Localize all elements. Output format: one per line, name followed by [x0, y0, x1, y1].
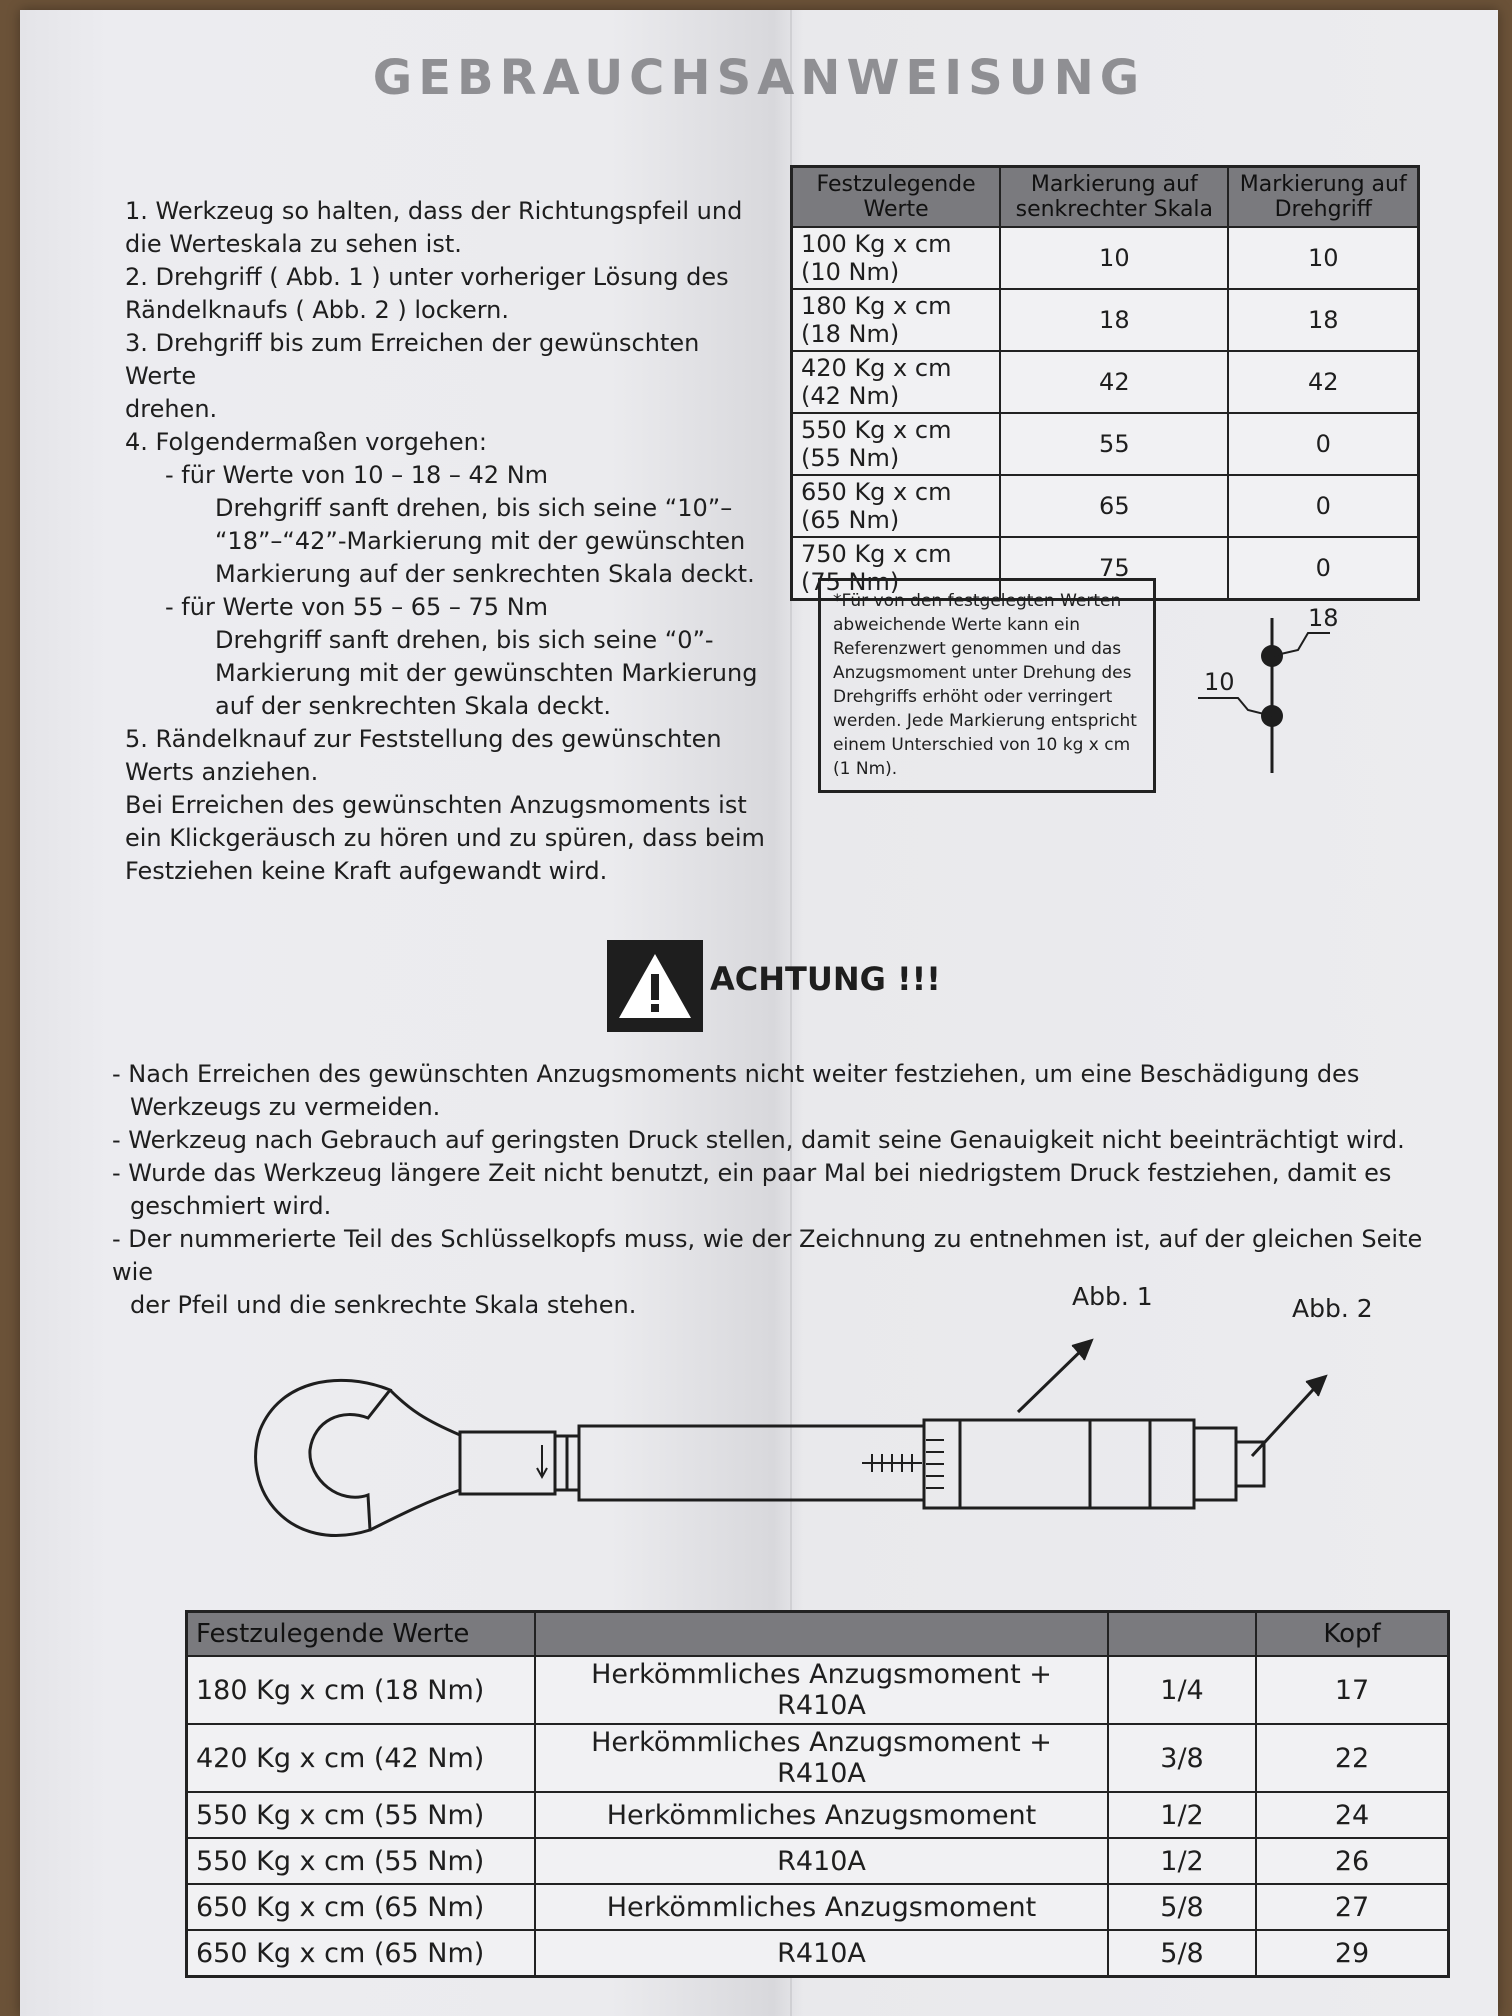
table-cell: R410A [535, 1930, 1108, 1977]
header-cell: Kopf [1256, 1612, 1449, 1657]
warning-icon [607, 940, 703, 1032]
instruction-line: 3. Drehgriff bis zum Erreichen der gewünschten Werte [125, 329, 700, 390]
table-cell: 42 [1228, 351, 1418, 413]
instruction-line: - für Werte von 10 – 18 – 42 Nm [165, 461, 549, 489]
table-cell: 0 [1228, 475, 1418, 537]
table-header-row [187, 1612, 1449, 1657]
bullet-line: - Nach Erreichen des gewünschten Anzugsmoments nicht weiter festziehen, um eine Beschädigung des [112, 1060, 1360, 1088]
instruction-line: ein Klickgeräusch zu hören und zu spüren, dass beim [125, 824, 765, 852]
bullet-line: Werkzeugs zu vermeiden. [130, 1093, 441, 1121]
instruction-line: drehen. [125, 395, 218, 423]
instruction-line: auf der senkrechten Skala deckt. [215, 692, 611, 720]
arrow-abb1 [1018, 1344, 1088, 1412]
header-cell [1108, 1612, 1256, 1657]
table-cell: R410A [535, 1838, 1108, 1884]
table-row [792, 475, 1419, 537]
wrench-handle [924, 1420, 1194, 1508]
header-cell: Markierung auf Drehgriff [1228, 167, 1418, 228]
bullet-line: - Der nummerierte Teil des Schlüsselkopfs muss, wie der Zeichnung zu entnehmen ist, auf der gleichen Seite wie [112, 1225, 1423, 1286]
table-cell: 180 Kg x cm (18 Nm) [187, 1656, 536, 1724]
table-row [187, 1724, 1449, 1792]
instruction-line: die Werteskala zu sehen ist. [125, 230, 462, 258]
table-cell: 750 Kg x cm (75 Nm) [792, 537, 1001, 600]
table-cell: 17 [1256, 1656, 1449, 1724]
instruction-line: - für Werte von 55 – 65 – 75 Nm [165, 593, 549, 621]
table-cell: 0 [1228, 537, 1418, 600]
scale-label-18: 18 [1308, 604, 1339, 632]
bullet-line: - Wurde das Werkzeug längere Zeit nicht benutzt, ein paar Mal bei niedrigstem Druck festziehen, damit es [112, 1159, 1392, 1187]
instruction-line: Drehgriff sanft drehen, bis sich seine “0”- [215, 626, 714, 654]
table-cell: Herkömmliches Anzugsmoment [535, 1792, 1108, 1838]
instruction-line: 2. Drehgriff ( Abb. 1 ) unter vorheriger Lösung des [125, 263, 729, 291]
header-cell [535, 1612, 1108, 1657]
table-cell: 18 [1000, 289, 1228, 351]
table-cell: Herkömmliches Anzugsmoment + R410A [535, 1724, 1108, 1792]
instructions-block [125, 195, 775, 888]
table-cell: 180 Kg x cm (18 Nm) [792, 289, 1001, 351]
figure-label-abb2: Abb. 2 [1292, 1294, 1373, 1323]
wrench-neck [370, 1390, 460, 1530]
instruction-line: 4. Folgendermaßen vorgehen: [125, 428, 487, 456]
table-row [792, 351, 1419, 413]
table-cell: 24 [1256, 1792, 1449, 1838]
table-cell: 5/8 [1108, 1930, 1256, 1977]
arrow-abb2 [1252, 1380, 1322, 1456]
table-cell: 550 Kg x cm (55 Nm) [187, 1838, 536, 1884]
wrench-knob [1194, 1428, 1236, 1500]
table-cell: 55 [1000, 413, 1228, 475]
table-header-row [792, 167, 1419, 228]
leader-line-bottom [1198, 698, 1272, 716]
instruction-line: 5. Rändelknauf zur Feststellung des gewünschten [125, 725, 722, 753]
instruction-line: Markierung auf der senkrechten Skala deckt. [215, 560, 755, 588]
instruction-line: Rändelknaufs ( Abb. 2 ) lockern. [125, 296, 510, 324]
table-row [187, 1884, 1449, 1930]
table-cell: 10 [1000, 227, 1228, 289]
table-cell: 3/8 [1108, 1724, 1256, 1792]
table-cell: 1/4 [1108, 1656, 1256, 1724]
wrench-ring [567, 1436, 579, 1490]
table-cell: 550 Kg x cm (55 Nm) [187, 1792, 536, 1838]
table-cell: Herkömmliches Anzugsmoment [535, 1884, 1108, 1930]
table-row [187, 1656, 1449, 1724]
page-title: GEBRAUCHSANWEISUNG [372, 50, 1146, 106]
table-cell: 0 [1228, 413, 1418, 475]
table-row [187, 1792, 1449, 1838]
table-cell: 1/2 [1108, 1792, 1256, 1838]
instruction-line: Bei Erreichen des gewünschten Anzugsmoments ist [125, 791, 747, 819]
warning-bullets [112, 1058, 1452, 1322]
header-cell: Festzulegende Werte [792, 167, 1001, 228]
instruction-line: Drehgriff sanft drehen, bis sich seine “10”– [215, 494, 733, 522]
head-size-table [185, 1610, 1450, 1978]
table-row [792, 413, 1419, 475]
torque-wrench-drawing [250, 1310, 1350, 1610]
bullet-line: der Pfeil und die senkrechte Skala stehen. [130, 1291, 637, 1319]
warning-heading: ACHTUNG !!! [710, 960, 941, 998]
table-cell: 650 Kg x cm (65 Nm) [187, 1930, 536, 1977]
table-cell: 29 [1256, 1930, 1449, 1977]
instruction-line: Festziehen keine Kraft aufgewandt wird. [125, 857, 608, 885]
scale-label-10: 10 [1204, 668, 1235, 696]
figure-label-abb1: Abb. 1 [1072, 1282, 1153, 1311]
header-cell: Festzulegende Werte [187, 1612, 536, 1657]
bullet-line: - Werkzeug nach Gebrauch auf geringsten Druck stellen, damit seine Genauigkeit nicht beeinträchtigt wird. [112, 1126, 1405, 1154]
scale-diagram [1190, 598, 1350, 778]
wrench-head [256, 1380, 390, 1535]
table-cell: 550 Kg x cm (55 Nm) [792, 413, 1001, 475]
instruction-line: “18”–“42”-Markierung mit der gewünschten [215, 527, 746, 555]
wrench-collar [460, 1432, 555, 1494]
table-cell: 5/8 [1108, 1884, 1256, 1930]
table-row [187, 1838, 1449, 1884]
table-row [187, 1930, 1449, 1977]
table-cell: 65 [1000, 475, 1228, 537]
table-cell: 26 [1256, 1838, 1449, 1884]
header-cell: Markierung auf senkrechter Skala [1000, 167, 1228, 228]
table-cell: 650 Kg x cm (65 Nm) [792, 475, 1001, 537]
table-cell: 75 [1000, 537, 1228, 600]
table-row [792, 289, 1419, 351]
table-cell: 27 [1256, 1884, 1449, 1930]
table-cell: 420 Kg x cm (42 Nm) [792, 351, 1001, 413]
instruction-line: Werts anziehen. [125, 758, 319, 786]
table-cell: 650 Kg x cm (65 Nm) [187, 1884, 536, 1930]
table-cell: 10 [1228, 227, 1418, 289]
bullet-line: geschmiert wird. [130, 1192, 332, 1220]
table-cell: 18 [1228, 289, 1418, 351]
table-cell: 1/2 [1108, 1838, 1256, 1884]
table-cell: 100 Kg x cm (10 Nm) [792, 227, 1001, 289]
wrench-ring [555, 1436, 567, 1490]
table-cell: 22 [1256, 1724, 1449, 1792]
table-cell: 420 Kg x cm (42 Nm) [187, 1724, 536, 1792]
instruction-sheet [20, 10, 1498, 2016]
table-cell: Herkömmliches Anzugsmoment + R410A [535, 1656, 1108, 1724]
table-cell: 42 [1000, 351, 1228, 413]
reference-note: *Für von den festgelegten Werten abweichende Werte kann ein Referenzwert genommen und das Anzugsmoment unter Drehung des Drehgriffs erhöht oder verringert werden. Jede Markierung entspricht einem Unterschied von 10 kg x cm (1 Nm). [818, 578, 1156, 793]
instruction-line: 1. Werkzeug so halten, dass der Richtungspfeil und [125, 197, 743, 225]
values-table [790, 165, 1420, 601]
instruction-line: Markierung mit der gewünschten Markierung [215, 659, 758, 687]
table-row [792, 227, 1419, 289]
